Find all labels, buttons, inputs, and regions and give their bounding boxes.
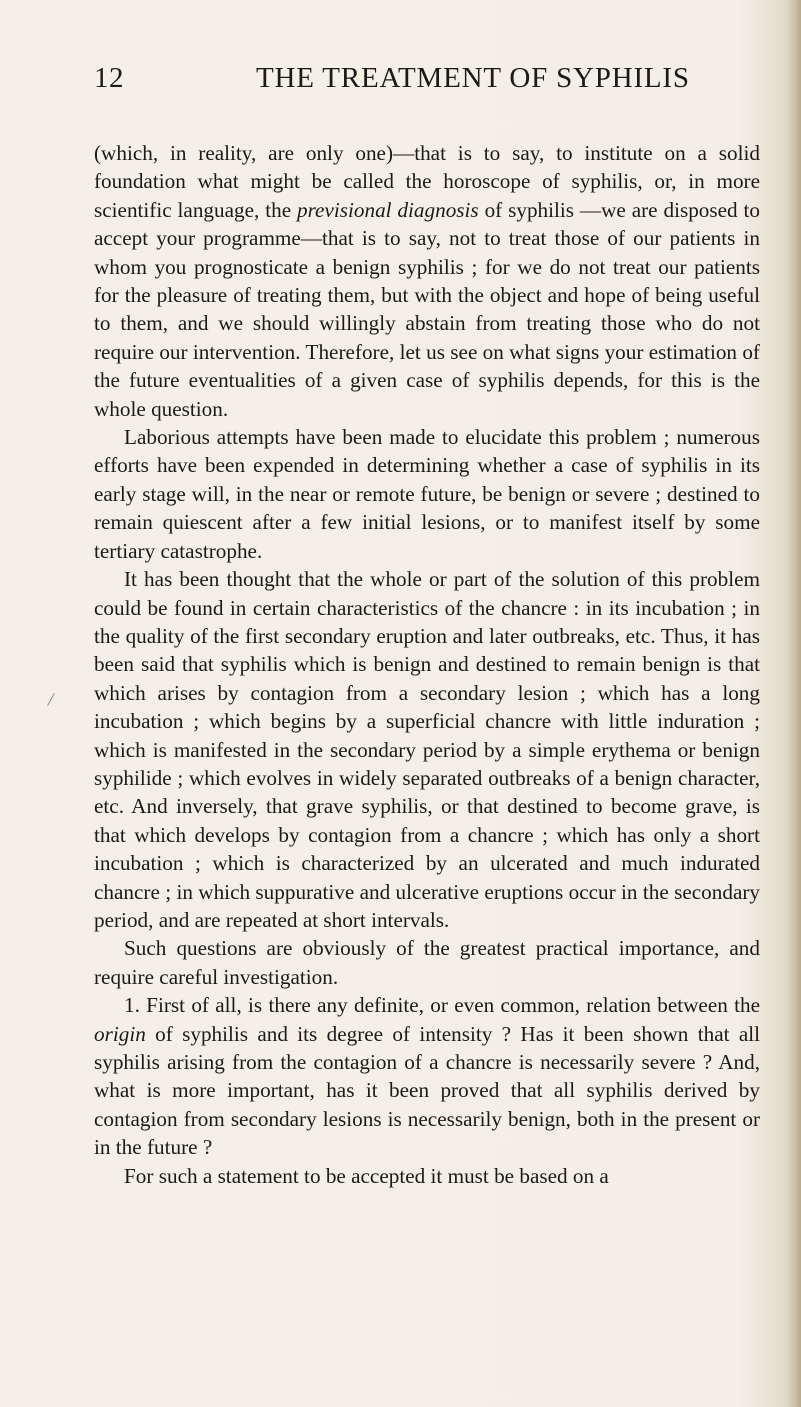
paragraph-chancre-characteristics: It has been thought that the whole or part of the solution of this problem could be found in certain characteristics of the chancre : in its incubation ; in the quality of the first secondary eruption and later outbreaks, etc. Thus, it has been said that syphilis which is benign and destined to remain benign is that which arises by contagion from a secondary lesion ; which has a long incubation ; which begins by a superficial chancre with little induration ; which is manifested in the secondary period by a simple erythema or benign syphilide ; which evolves in widely separated outbreaks of a benign character, etc. And inversely, that grave syphilis, or that destined to become grave, is that which develops by contagion from a chancre ; which has only a short incubation ; which is characterized by an ulcerated and much indurated chancre ; in which suppurative and ulcerative eruptions occur in the secondary period, and are repeated at short intervals. xyxy=(94,567,760,932)
paragraph-laborious-attempts: Laborious attempts have been made to elucidate this problem ; numerous efforts have been expended in determining whether a case of syphilis in its early stage will, in the near or remote future, be benign or severe ; destined to remain quiescent after a few initial lesions, or to manifest itself by some tertiary catastrophe. xyxy=(94,425,760,563)
margin-pencil-mark: / xyxy=(46,688,56,712)
paragraph-practical-importance: Such questions are obviously of the greatest practical importance, and require careful investigation. xyxy=(94,936,760,989)
italic-term-origin: origin xyxy=(94,1021,146,1046)
page-number: 12 xyxy=(94,62,124,94)
running-title: THE TREATMENT OF SYPHILIS xyxy=(256,62,690,94)
paragraph-statement: For such a statement to be accepted it must be based on a xyxy=(124,1163,609,1188)
page-edge-shadow xyxy=(787,0,801,1407)
paragraph-continuation: (which, in reality, are only one)—that is to say, to institute on a solid foundation what might be called the horoscope of syphilis, or, in more scientific language, the previsional diagnosis of syphilis —we are disposed to accept your programme—that is to say, not to treat those of our patients in whom you prognosticate a benign syphilis ; for we do not treat our patients for the pleasure of treating them, but with the object and hope of being useful to them, and we should willingly abstain from treating those who do not require our intervention. Therefore, let us see on what signs your estimation of the future eventualities of a given case of syphilis depends, for this is the whole question. xyxy=(94,141,760,421)
paragraph-question-one: 1. First of all, is there any definite, or even common, relation between the origin of syphilis and its degree of intensity ? Has it been shown that all syphilis arising from the contagion of a chancre is necessarily severe ? And, what is more important, has it been proved that all syphilis derived by contagion from secondary lesions is necessarily benign, both in the present or in the future ? xyxy=(94,993,760,1160)
body-text xyxy=(94,139,760,1190)
running-head xyxy=(94,62,760,102)
italic-term-previsional-diagnosis: previsional diagnosis xyxy=(297,197,479,222)
